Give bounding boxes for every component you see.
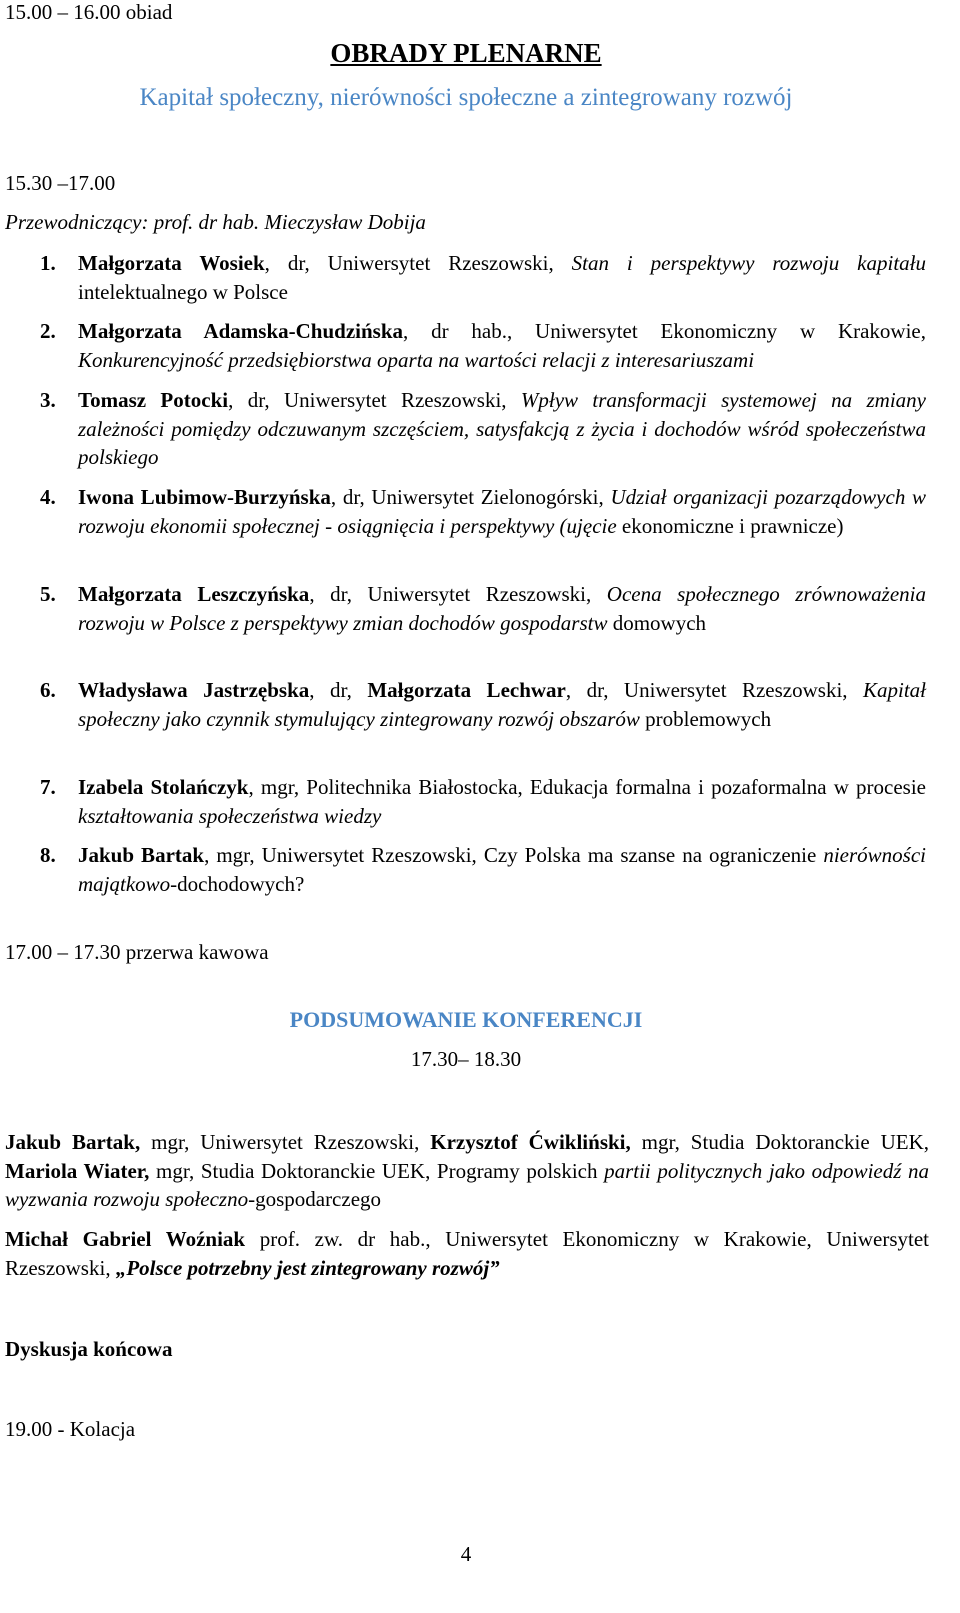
- coffee-break: 17.00 – 17.30 przerwa kawowa: [5, 940, 269, 964]
- item-number: 1.: [40, 251, 56, 275]
- list-item: 5. Małgorzata Leszczyńska, dr, Uniwersytet Rzeszowski, Ocena społecznego zrównoważenia rozwoju w Polsce z perspektywy zmian dochodów gospodarstw domowych: [40, 582, 926, 635]
- session-chair: Przewodniczący: prof. dr hab. Mieczysław Dobija: [5, 210, 426, 234]
- plenary-heading: OBRADY PLENARNE: [330, 38, 602, 68]
- speaker-name: Małgorzata Adamska-Chudzińska: [78, 319, 404, 343]
- summary-paragraph: Jakub Bartak, mgr, Uniwersytet Rzeszowski, Krzysztof Ćwikliński, mgr, Studia Doktoranckie UEK, Mariola Wiater, mgr, Studia Doktoranckie UEK, Programy polskich partii politycznych jako odpowiedź na wyzwania rozwoju społeczno-gospodarczego: [5, 1130, 929, 1211]
- item-number: 6.: [40, 678, 56, 702]
- talk-title: partii politycznych jako odpowiedź na wyzwania rozwoju społeczno: [5, 1158, 929, 1211]
- speaker-name: Jakub Bartak: [78, 843, 205, 867]
- item-number: 7.: [40, 775, 56, 799]
- talk-title: „Polsce potrzebny jest zintegrowany rozwój”: [115, 1255, 500, 1280]
- talk-title: Ocena społecznego zrównoważenia rozwoju w Polsce z perspektywy zmian dochodów gospodarstw: [78, 582, 926, 635]
- speaker-name: Jakub Bartak,: [5, 1130, 141, 1154]
- discussion: Dyskusja końcowa: [5, 1337, 173, 1361]
- dinner: 19.00 - Kolacja: [5, 1417, 136, 1441]
- speaker-name: Michał Gabriel Woźniak: [5, 1227, 246, 1251]
- speaker-name: Tomasz Potocki: [78, 388, 229, 412]
- speaker-name: Iwona Lubimow-Burzyńska: [78, 485, 331, 509]
- summary-time: 17.30– 18.30: [410, 1047, 522, 1071]
- speaker-name: Małgorzata Lechwar: [367, 678, 566, 702]
- page-number: 4: [460, 1542, 472, 1566]
- speaker-name: Mariola Wiater,: [5, 1158, 150, 1183]
- talk-title: Wpływ transformacji systemowej na zmiany zależności pomiędzy odczuwanym szczęściem, satysfakcją z życia i dochodów wśród społeczeństwa polskiego: [78, 388, 926, 469]
- list-item: 7. Izabela Stolańczyk, mgr, Politechnika Białostocka, Edukacja formalna i pozaformalna w procesie kształtowania społeczeństwa wiedzy: [40, 775, 926, 828]
- talk-title: Udział organizacji pozarządowych w rozwoju ekonomii społecznej - osiągnięcia i perspektywy (ujęcie: [78, 485, 926, 538]
- list-item: 4. Iwona Lubimow-Burzyńska, dr, Uniwersytet Zielonogórski, Udział organizacji pozarządowych w rozwoju ekonomii społecznej - osiągnięcia i perspektywy (ujęcie ekonomiczne i prawnicze): [40, 485, 926, 538]
- item-number: 2.: [40, 319, 56, 343]
- talk-title: Konkurencyjność przedsiębiorstwa oparta na wartości relacji z interesariuszami: [78, 347, 755, 372]
- summary-heading: PODSUMOWANIE KONFERENCJI: [289, 1007, 643, 1032]
- session-time: 15.30 –17.00: [5, 171, 116, 195]
- list-item: 2. Małgorzata Adamska-Chudzińska, dr hab., Uniwersytet Ekonomiczny w Krakowie, Konkurencyjność przedsiębiorstwa oparta na wartości relacji z interesariuszami: [40, 319, 927, 372]
- speaker-name: Izabela Stolańczyk: [78, 775, 249, 799]
- lunch-time: 15.00 – 16.00 obiad: [5, 0, 173, 24]
- item-number: 8.: [40, 843, 56, 867]
- list-item: 8. Jakub Bartak, mgr, Uniwersytet Rzeszowski, Czy Polska ma szanse na ograniczenie nierówności majątkowo-dochodowych?: [40, 843, 926, 896]
- item-number: 3.: [40, 388, 56, 412]
- list-item: 3. Tomasz Potocki, dr, Uniwersytet Rzeszowski, Wpływ transformacji systemowej na zmiany zależności pomiędzy odczuwanym szczęściem, satysfakcją z życia i dochodów wśród społeczeństwa polskiego: [40, 388, 926, 469]
- list-item: 6. Władysława Jastrzębska, dr, Małgorzata Lechwar, dr, Uniwersytet Rzeszowski, Kapitał społeczny jako czynnik stymulujący zintegrowany rozwój obszarów problemowych: [40, 678, 926, 731]
- speaker-name: Małgorzata Leszczyńska: [78, 582, 310, 606]
- speaker-name: Władysława Jastrzębska: [78, 678, 310, 702]
- talk-title: nierówności majątkowo: [78, 843, 926, 896]
- talk-title: Kapitał społeczny jako czynnik stymulujący zintegrowany rozwój obszarów: [78, 678, 926, 731]
- speaker-name: Małgorzata Wosiek: [78, 251, 265, 275]
- summary-paragraph: Michał Gabriel Woźniak prof. zw. dr hab., Uniwersytet Ekonomiczny w Krakowie, Uniwersytet Rzeszowski, „Polsce potrzebny jest zintegrowany rozwój”: [5, 1227, 929, 1280]
- plenary-subtitle: Kapitał społeczny, nierówności społeczne a zintegrowany rozwój: [139, 84, 793, 111]
- item-number: 4.: [40, 485, 56, 509]
- talk-title: Stan i perspektywy rozwoju kapitału: [571, 251, 926, 275]
- speaker-name: Krzysztof Ćwikliński,: [430, 1130, 631, 1154]
- talk-title: kształtowania społeczeństwa wiedzy: [78, 803, 382, 828]
- item-number: 5.: [40, 582, 56, 606]
- list-item: 1. Małgorzata Wosiek, dr, Uniwersytet Rzeszowski, Stan i perspektywy rozwoju kapitału intelektualnego w Polsce: [40, 251, 926, 304]
